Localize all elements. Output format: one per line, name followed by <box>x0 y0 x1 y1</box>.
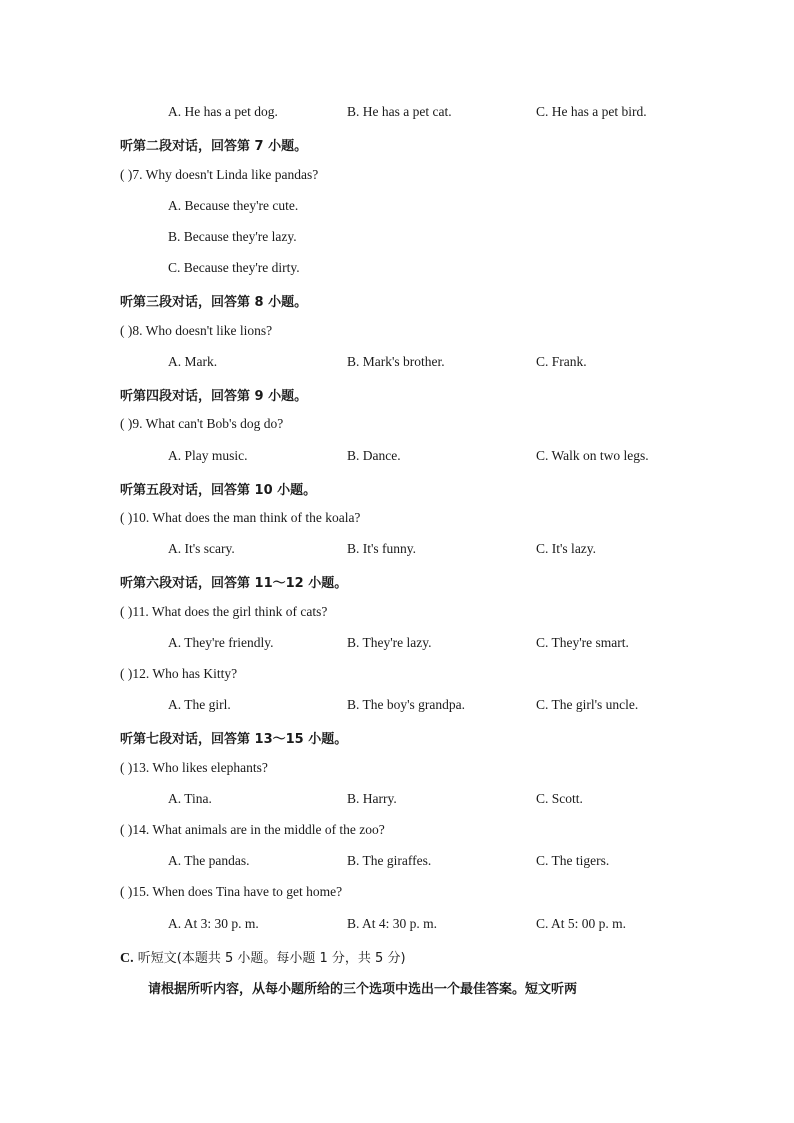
q15-option-c: C. At 5: 00 p. m. <box>536 916 627 931</box>
q15-stem: ( )15. When does Tina have to get home? <box>120 884 343 899</box>
q7-stem: ( )7. Why doesn't Linda like pandas? <box>120 167 319 182</box>
q15-option-b: B. At 4: 30 p. m. <box>347 916 438 931</box>
q7-option-b: B. Because they're lazy. <box>168 229 297 244</box>
section-heading-6: 听第六段对话，回答第 11～12 小题。 <box>120 576 348 591</box>
q8-stem: ( )8. Who doesn't like lions? <box>120 323 273 338</box>
q11-option-b: B. They're lazy. <box>347 635 432 650</box>
q15-option-a: A. At 3: 30 p. m. <box>168 916 259 931</box>
q10-stem: ( )10. What does the man think of the koala? <box>120 510 361 525</box>
q6-option-c: C. He has a pet bird. <box>536 104 647 119</box>
q7-option-c: C. Because they're dirty. <box>168 260 300 275</box>
section-heading-3: 听第三段对话，回答第 8 小题。 <box>120 295 308 310</box>
q9-option-b: B. Dance. <box>347 448 401 463</box>
q12-option-c: C. The girl's uncle. <box>536 697 639 712</box>
section-c-instruction: 请根据所听内容，从每小题所给的三个选项中选出一个最佳答案。短文听两 <box>148 982 578 997</box>
q9-option-a: A. Play music. <box>168 448 248 463</box>
q7-option-a: A. Because they're cute. <box>168 198 299 213</box>
section-c-heading <box>120 947 406 967</box>
section-heading-7: 听第七段对话，回答第 13～15 小题。 <box>120 732 348 747</box>
q13-stem: ( )13. Who likes elephants? <box>120 760 268 775</box>
q14-option-c: C. The tigers. <box>536 853 610 868</box>
section-c-title: 听短文(本题共 5 小题。每小题 1 分，共 5 分) <box>137 951 406 966</box>
q10-option-c: C. It's lazy. <box>536 541 597 556</box>
q9-stem: ( )9. What can't Bob's dog do? <box>120 416 284 431</box>
q6-option-a: A. He has a pet dog. <box>168 104 278 119</box>
q14-stem: ( )14. What animals are in the middle of the zoo? <box>120 822 385 837</box>
q12-stem: ( )12. Who has Kitty? <box>120 666 238 681</box>
q8-option-c: C. Frank. <box>536 354 587 369</box>
q10-option-b: B. It's funny. <box>347 541 417 556</box>
q6-option-b: B. He has a pet cat. <box>347 104 452 119</box>
q12-option-b: B. The boy's grandpa. <box>347 697 466 712</box>
q11-option-c: C. They're smart. <box>536 635 629 650</box>
section-c-letter: C. <box>120 951 134 966</box>
q13-option-c: C. Scott. <box>536 791 583 806</box>
section-heading-5: 听第五段对话，回答第 10 小题。 <box>120 483 317 498</box>
q13-option-a: A. Tina. <box>168 791 212 806</box>
q14-option-a: A. The pandas. <box>168 853 250 868</box>
q8-option-b: B. Mark's brother. <box>347 354 445 369</box>
section-heading-2: 听第二段对话，回答第 7 小题。 <box>120 139 308 154</box>
q12-option-a: A. The girl. <box>168 697 231 712</box>
q10-option-a: A. It's scary. <box>168 541 235 556</box>
q14-option-b: B. The giraffes. <box>347 853 432 868</box>
q8-option-a: A. Mark. <box>168 354 218 369</box>
q11-stem: ( )11. What does the girl think of cats? <box>120 604 328 619</box>
q11-option-a: A. They're friendly. <box>168 635 274 650</box>
q13-option-b: B. Harry. <box>347 791 397 806</box>
section-heading-4: 听第四段对话，回答第 9 小题。 <box>120 389 308 404</box>
q9-option-c: C. Walk on two legs. <box>536 448 649 463</box>
